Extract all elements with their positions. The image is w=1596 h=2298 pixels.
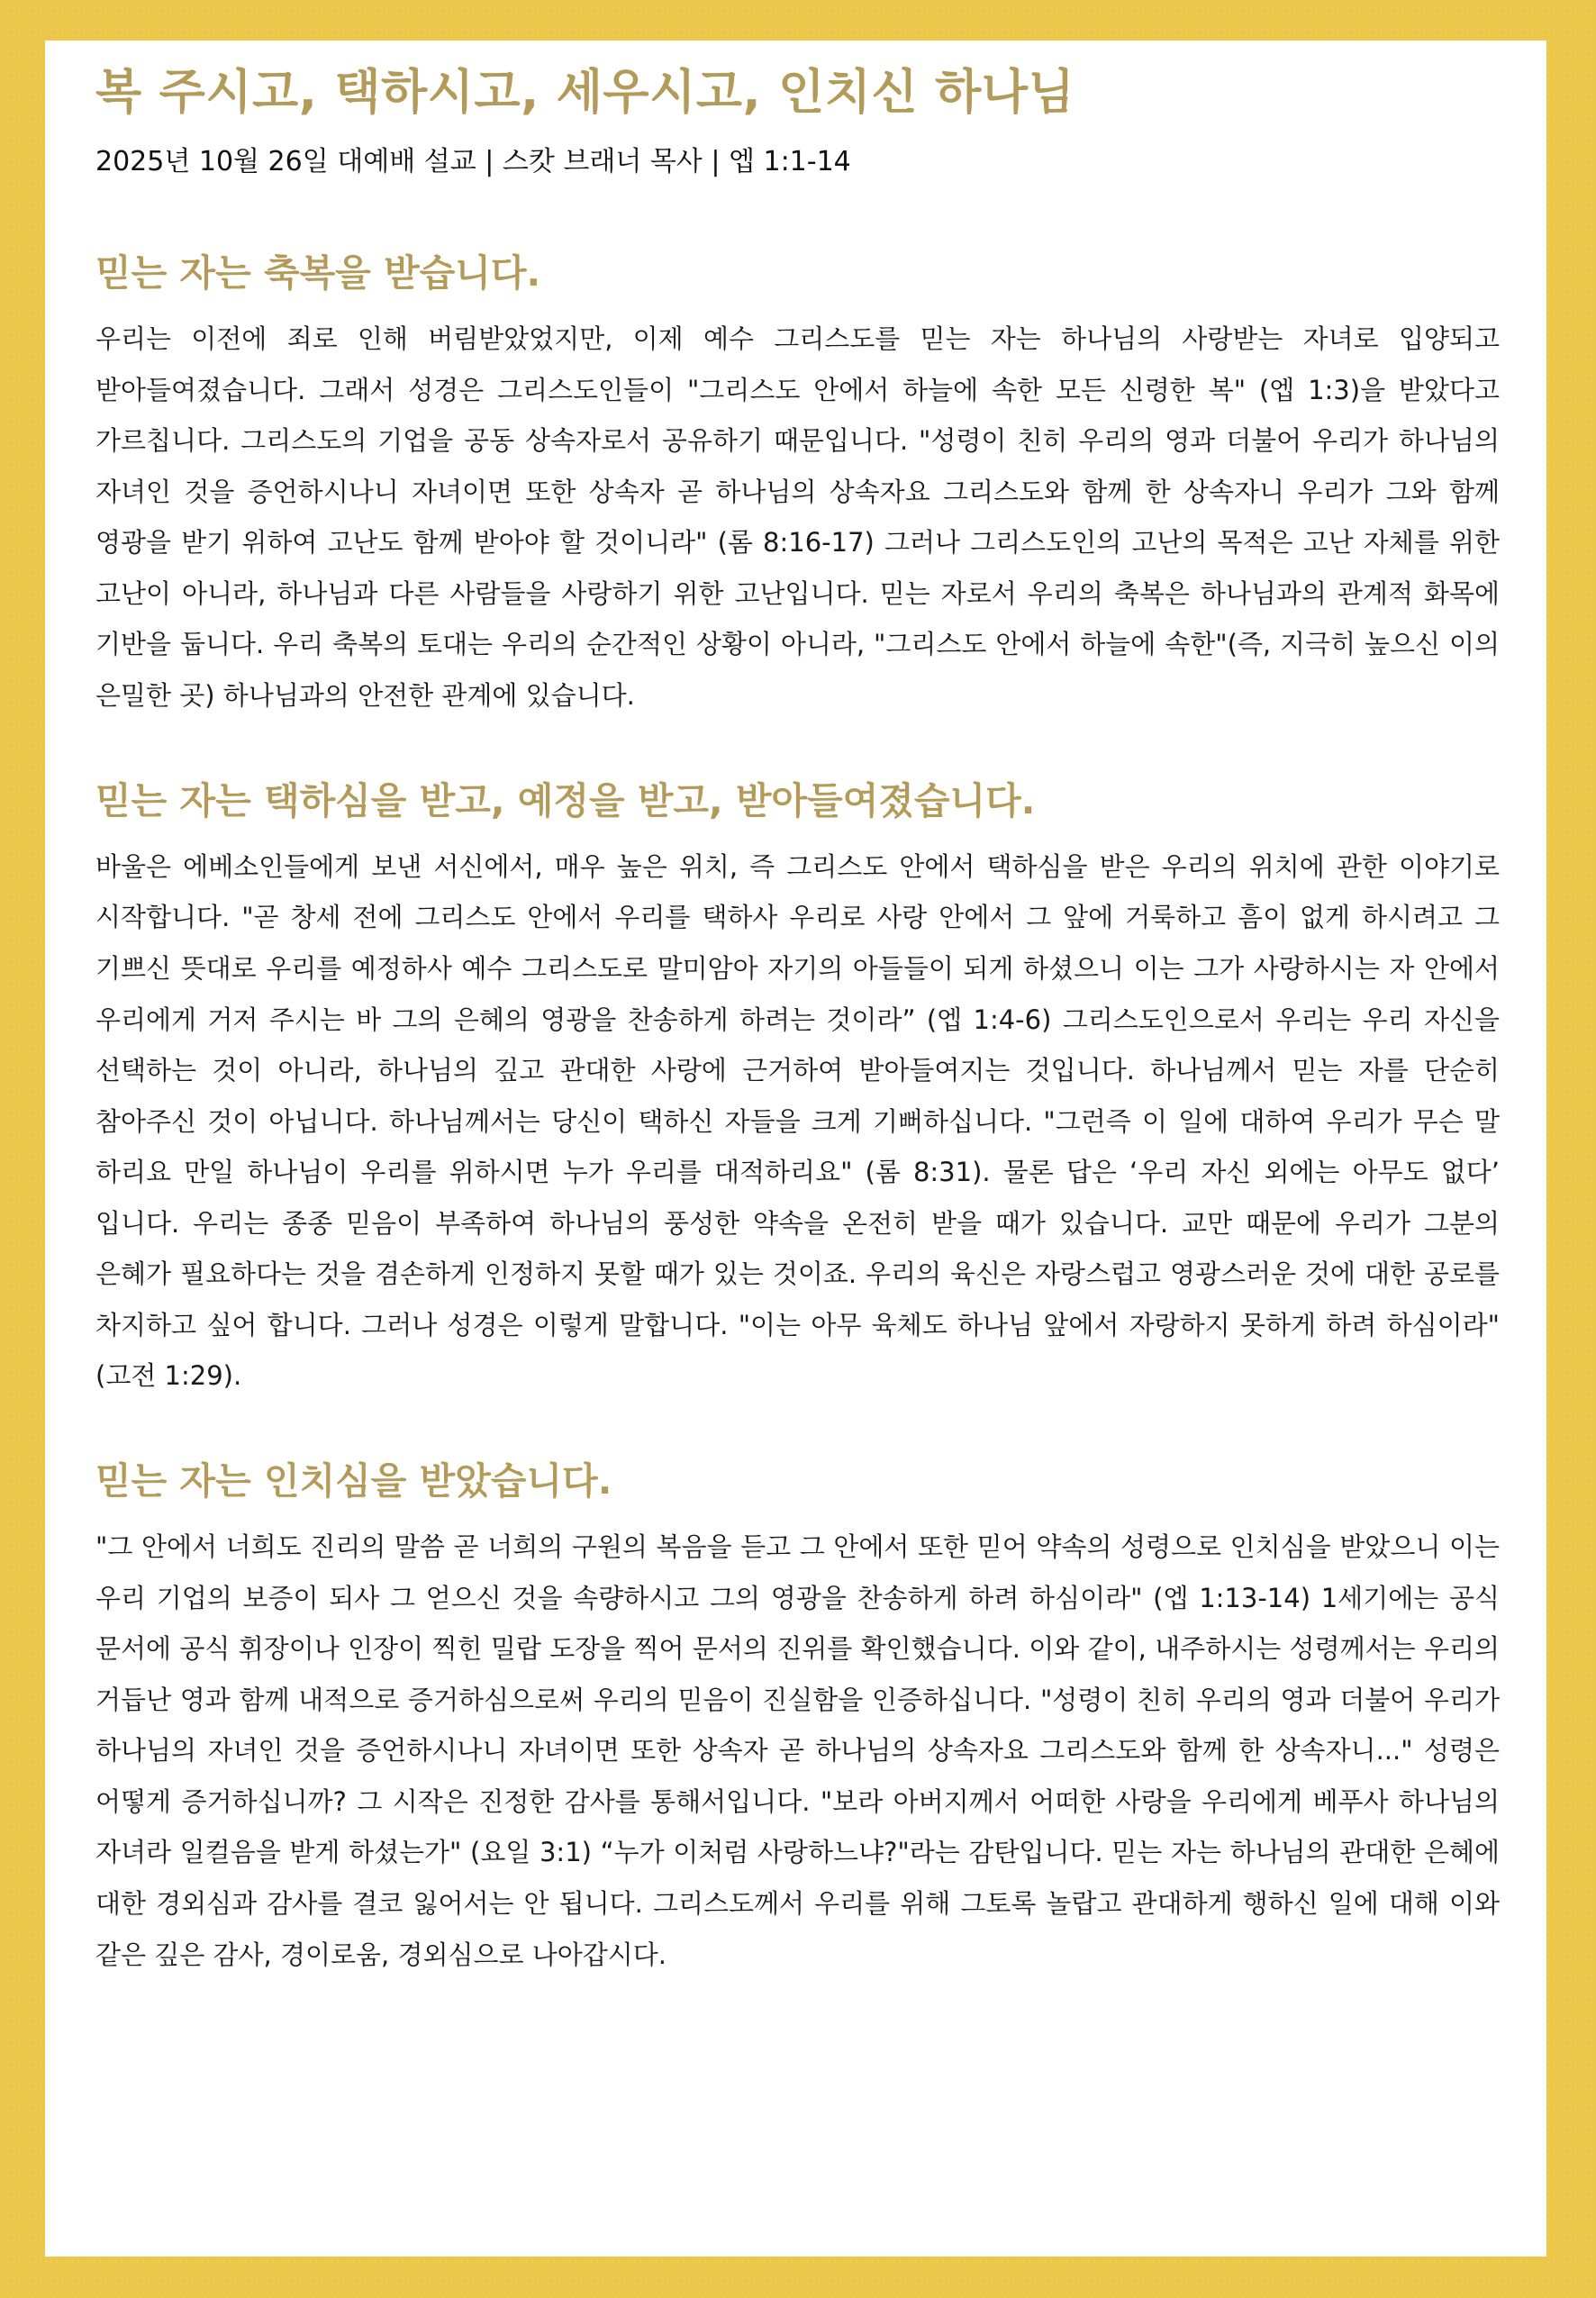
section-heading: 믿는 자는 택하심을 받고, 예정을 받고, 받아들여졌습니다. bbox=[95, 778, 1036, 822]
section-heading: 믿는 자는 인치심을 받았습니다. bbox=[95, 1458, 612, 1503]
sermon-page bbox=[45, 41, 1546, 2257]
section-body: 우리는 이전에 죄로 인해 버림받았었지만, 이제 예수 그리스도를 믿는 자는 하나님의 사랑받는 자녀로 입양되고 받아들여졌습니다. 그래서 성경은 그리스도인들이 "그리스도 안에서 하늘에 속한 모든 신령한 복" (엡 1:3)을 받았다고 가르칩니다. 그리스도의 기업을 공동 상속자로서 공유하기 때문입니다. "성령이 친히 우리의 영과 더불어 우리가 하나님의 자녀인 것을 증언하시나니 자녀이면 또한 상속자 곧 하나님의 상속자요 그리스도와 함께 한 상속자니 우리가 그와 함께 영광을 받기 위하여 고난도 함께 받아야 할 것이니라" (롬 8:16-17) 그러나 그리스도인의 고난의 목적은 고난 자체를 위한 고난이 아니라, 하나님과 다른 사람들을 사랑하기 위한 고난입니다. 믿는 자로서 우리의 축복은 하나님과의 관계적 화목에 기반을 둡니다. 우리 축복의 토대는 우리의 순간적인 상황이 아니라, "그리스도 안에서 하늘에 속한"(즉, 지극히 높으신 이의 은밀한 곳) 하나님과의 안전한 관계에 있습니다. bbox=[95, 323, 1500, 712]
section-blessed bbox=[95, 250, 1500, 722]
section-heading: 믿는 자는 축복을 받습니다. bbox=[95, 250, 541, 295]
section-sealed bbox=[95, 1458, 1500, 1980]
sermon-meta: 2025년 10월 26일 대예배 설교 | 스캇 브래너 목사 | 엡 1:1-14 bbox=[95, 145, 851, 177]
section-body: "그 안에서 너희도 진리의 말씀 곧 너희의 구원의 복음을 듣고 그 안에서 또한 믿어 약속의 성령으로 인치심을 받았으니 이는 우리 기업의 보증이 되사 그 얻으신 것을 속량하시고 그의 영광을 찬송하게 하려 하심이라" (엡 1:13-14) 1세기에는 공식 문서에 공식 휘장이나 인장이 찍힌 밀랍 도장을 찍어 문서의 진위를 확인했습니다. 이와 같이, 내주하시는 성령께서는 우리의 거듭난 영과 함께 내적으로 증거하심으로써 우리의 믿음이 진실함을 인증하십니다. "성령이 친히 우리의 영과 더불어 우리가 하나님의 자녀인 것을 증언하시나니 자녀이면 또한 상속자 곧 하나님의 상속자요 그리스도와 함께 한 상속자니..." 성령은 어떻게 증거하십니까? 그 시작은 진정한 감사를 통해서입니다. "보라 아버지께서 어떠한 사랑을 우리에게 베푸사 하나님의 자녀라 일컬음을 받게 하셨는가" (요일 3:1) “누가 이처럼 사랑하느냐?"라는 감탄입니다. 믿는 자는 하나님의 관대한 은혜에 대한 경외심과 감사를 결코 잃어서는 안 됩니다. 그리스도께서 우리를 위해 그토록 놀랍고 관대하게 행하신 일에 대해 이와 같은 깊은 감사, 경이로움, 경외심으로 나아갑시다. bbox=[95, 1531, 1500, 1970]
section-chosen bbox=[95, 777, 1500, 1402]
sermon-title: 복 주시고, 택하시고, 세우시고, 인치신 하나님 bbox=[95, 65, 1075, 120]
section-body: 바울은 에베소인들에게 보낸 서신에서, 매우 높은 위치, 즉 그리스도 안에서 택하심을 받은 우리의 위치에 관한 이야기로 시작합니다. "곧 창세 전에 그리스도 안에서 우리를 택하사 우리로 사랑 안에서 그 앞에 거룩하고 흠이 없게 하시려고 그 기쁘신 뜻대로 우리를 예정하사 예수 그리스도로 말미암아 자기의 아들들이 되게 하셨으니 이는 그가 사랑하시는 자 안에서 우리에게 거저 주시는 바 그의 은혜의 영광을 찬송하게 하려는 것이라” (엡 1:4-6) 그리스도인으로서 우리는 우리 자신을 선택하는 것이 아니라, 하나님의 깊고 관대한 사랑에 근거하여 받아들여지는 것입니다. 하나님께서 믿는 자를 단순히 참아주신 것이 아닙니다. 하나님께서는 당신이 택하신 자들을 크게 기뻐하십니다. "그런즉 이 일에 대하여 우리가 무슨 말 하리요 만일 하나님이 우리를 위하시면 누가 우리를 대적하리요" (롬 8:31). 물론 답은 ‘우리 자신 외에는 아무도 없다’ 입니다. 우리는 종종 믿음이 부족하여 하나님의 풍성한 약속을 온전히 받을 때가 있습니다. 교만 때문에 우리가 그분의 은혜가 필요하다는 것을 겸손하게 인정하지 못할 때가 있는 것이죠. 우리의 육신은 자랑스럽고 영광스러운 것에 대한 공로를 차지하고 싶어 합니다. 그러나 성경은 이렇게 말합니다. "이는 아무 육체도 하나님 앞에서 자랑하지 못하게 하려 하심이라" (고전 1:29). bbox=[95, 850, 1500, 1392]
